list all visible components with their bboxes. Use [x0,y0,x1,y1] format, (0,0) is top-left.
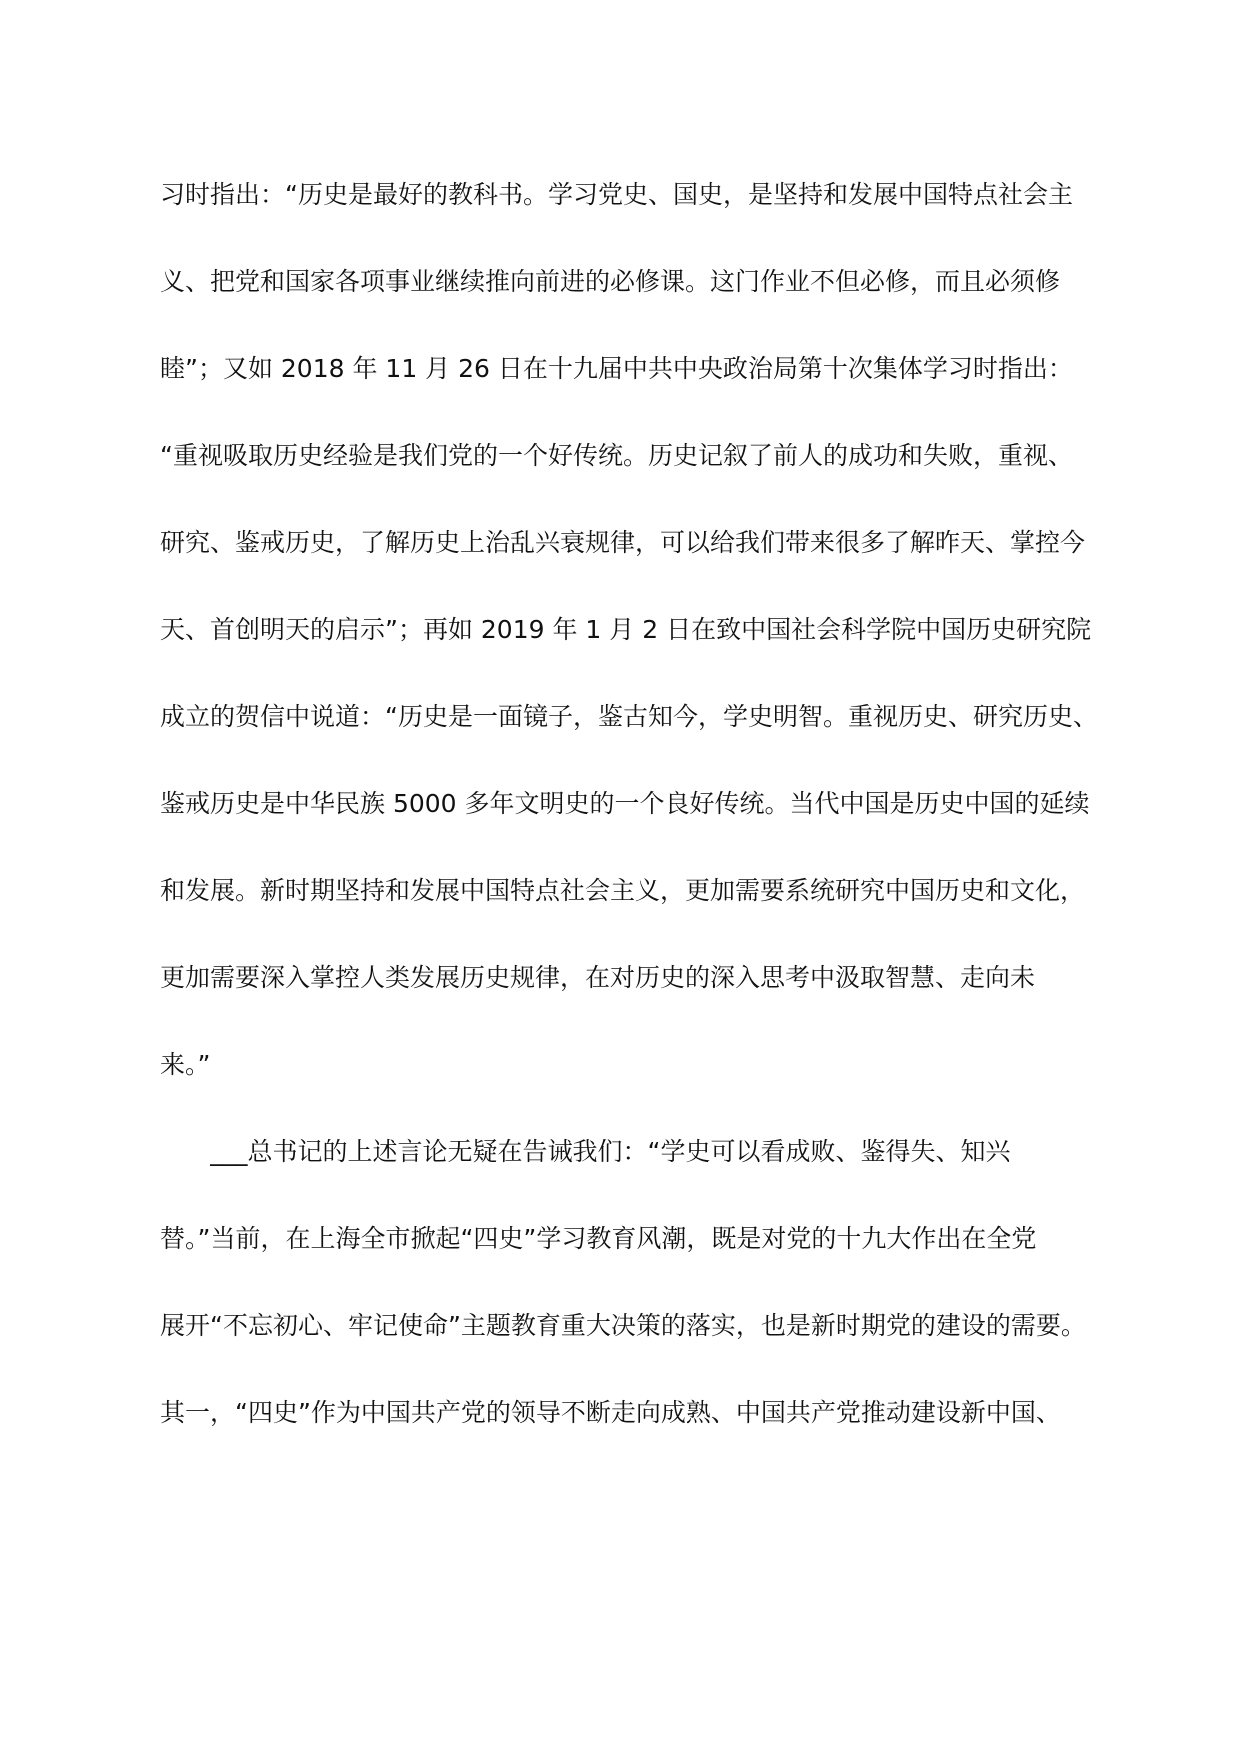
text-line: 天、首创明天的启示”；再如 2019 年 1 月 2 日在致中国社会科学院中国历史研究院 [160,615,1092,644]
text-line: 研究、鉴戒历史，了解历史上治乱兴衰规律，可以给我们带来很多了解昨天、掌控今 [160,528,1086,557]
paragraph-first-line: ___总书记的上述言论无疑在告诫我们：“学史可以看成败、鉴得失、知兴 [210,1137,1011,1166]
text-line: 习时指出：“历史是最好的教科书。学习党史、国史，是坚持和发展中国特点社会主 [160,180,1073,209]
text-line: 展开“不忘初心、牢记使命”主题教育重大决策的落实，也是新时期党的建设的需要。 [160,1311,1086,1340]
text-line: 成立的贺信中说道：“历史是一面镜子，鉴古知今，学史明智。重视历史、研究历史、 [160,702,1098,731]
text-line: 鉴戒历史是中华民族 5000 多年文明史的一个良好传统。当代中国是历史中国的延续 [160,789,1090,818]
text-line: “重视吸取历史经验是我们党的一个好传统。历史记叙了前人的成功和失败，重视、 [160,441,1073,470]
text-line: 睦”；又如 2018 年 11 月 26 日在十九届中共中央政治局第十次集体学习时指出： [160,354,1073,383]
text-line: 替。”当前，在上海全市掀起“四史”学习教育风潮，既是对党的十九大作出在全党 [160,1224,1037,1253]
text-line: 来。” [160,1050,211,1079]
text-line: 和发展。新时期坚持和发展中国特点社会主义，更加需要系统研究中国历史和文化， [160,876,1086,905]
text-line: 其一，“四史”作为中国共产党的领导不断走向成熟、中国共产党推动建设新中国、 [160,1398,1061,1427]
text-line: 义、把党和国家各项事业继续推向前进的必修课。这门作业不但必修，而且必须修 [160,267,1061,296]
text-line: 更加需要深入掌控人类发展历史规律，在对历史的深入思考中汲取智慧、走向未 [160,963,1036,992]
